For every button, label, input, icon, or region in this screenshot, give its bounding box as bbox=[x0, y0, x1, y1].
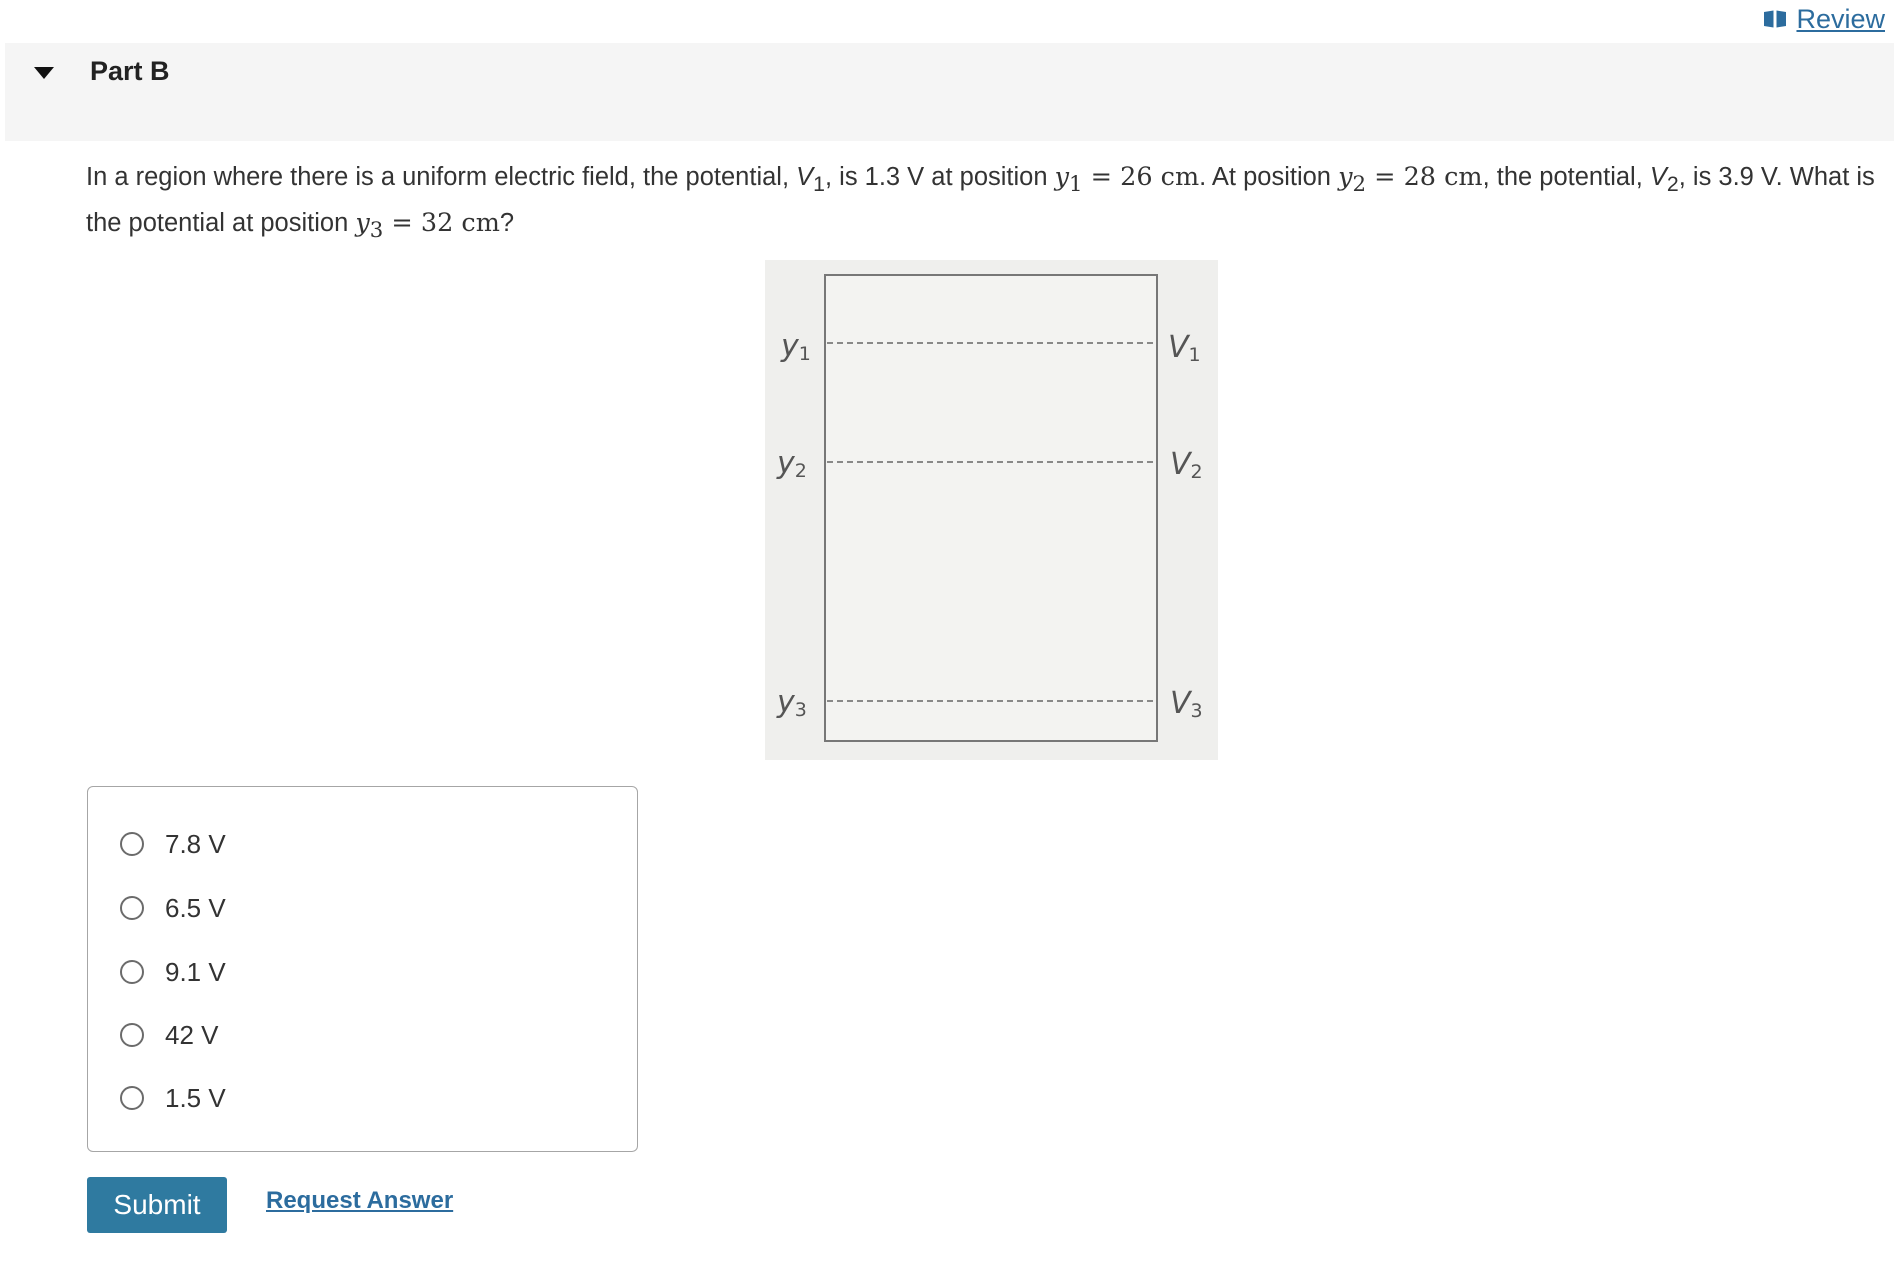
option-42-v[interactable] bbox=[118, 1015, 219, 1055]
answer-options bbox=[87, 786, 638, 1152]
y1-label: y1 bbox=[781, 329, 811, 365]
option-9-1-v[interactable] bbox=[118, 952, 226, 992]
radio-button[interactable] bbox=[120, 1023, 144, 1047]
submit-button[interactable]: Submit bbox=[87, 1177, 227, 1233]
option-label: 6.5 V bbox=[165, 892, 226, 923]
review-label[interactable]: Review bbox=[1796, 3, 1885, 34]
y3-label: y3 bbox=[777, 685, 807, 721]
question-text: In a region where there is a uniform electric field, the potential, $V_1$, is 1.3 V at position $y_1 = 26$ cm. At position $y_2 = 28$ cm, the potential, $V_2$, is 3.9 V. What is the potential at position $y_3 = 32$ cm? bbox=[86, 162, 1875, 244]
review-link[interactable] bbox=[1762, 2, 1885, 36]
y2-label: y2 bbox=[777, 446, 807, 482]
request-answer-link[interactable]: Request Answer bbox=[266, 1187, 454, 1214]
option-6-5-v[interactable] bbox=[118, 888, 226, 928]
option-label: 9.1 V bbox=[165, 956, 226, 987]
radio-button[interactable] bbox=[120, 960, 144, 984]
V2-label: V2 bbox=[1170, 447, 1203, 483]
option-7-8-v[interactable] bbox=[118, 824, 226, 864]
book-icon bbox=[1762, 9, 1788, 29]
option-1-5-v[interactable] bbox=[118, 1078, 226, 1118]
option-label: 1.5 V bbox=[165, 1082, 226, 1113]
part-title: Part B bbox=[90, 56, 170, 86]
caret-down-icon[interactable] bbox=[33, 66, 55, 85]
radio-button[interactable] bbox=[120, 896, 144, 920]
option-label: 42 V bbox=[165, 1019, 219, 1050]
part-header[interactable] bbox=[5, 43, 1894, 141]
radio-button[interactable] bbox=[120, 832, 144, 856]
V1-label: V1 bbox=[1168, 330, 1201, 366]
potential-diagram bbox=[765, 260, 1218, 760]
radio-button[interactable] bbox=[120, 1086, 144, 1110]
option-label: 7.8 V bbox=[165, 828, 226, 859]
V3-label: V3 bbox=[1170, 686, 1203, 722]
